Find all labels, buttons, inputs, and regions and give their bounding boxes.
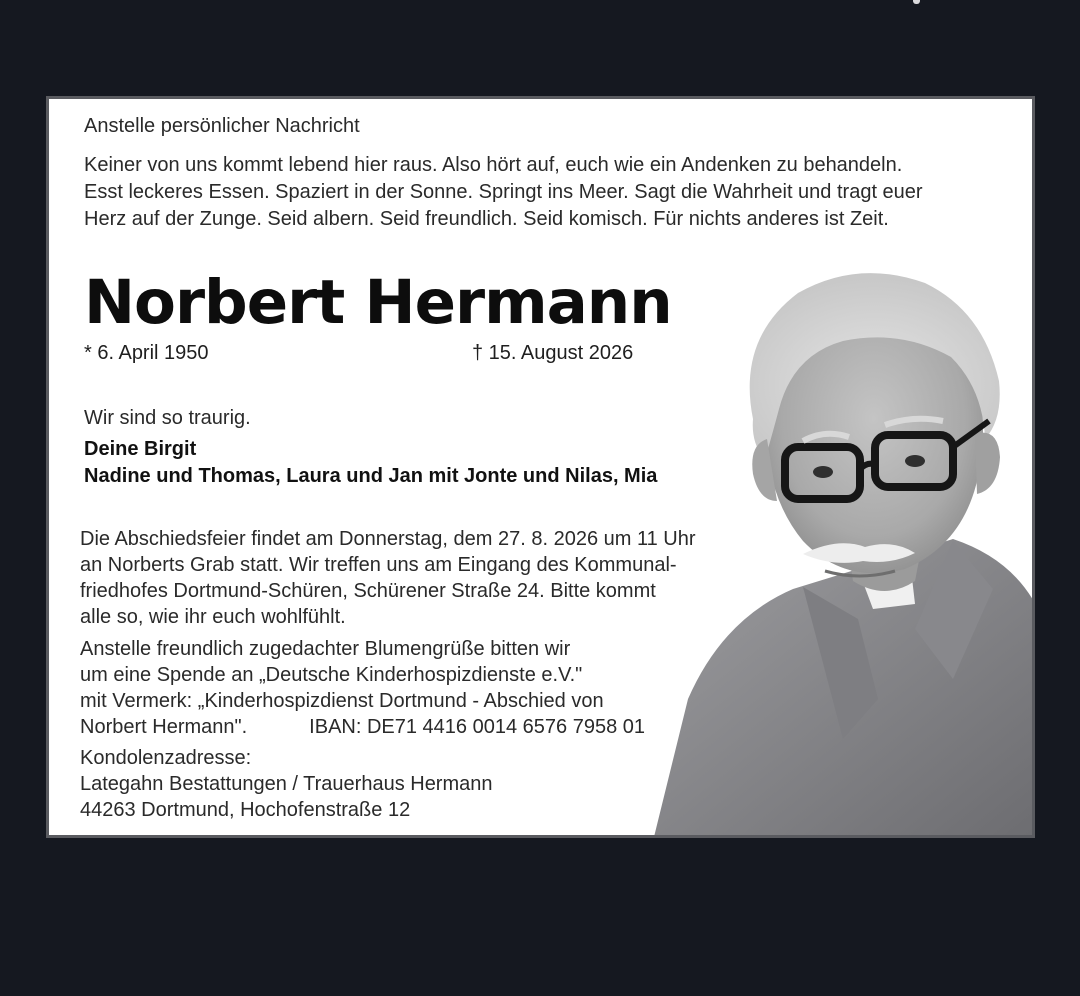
donation-line: um eine Spende an „Deutsche Kinderhospizdienste e.V."	[80, 664, 583, 686]
signature-line: Deine Birgit	[84, 438, 197, 460]
intro-line: Anstelle persönlicher Nachricht	[84, 115, 360, 137]
condolence-line: 44263 Dortmund, Hochofenstraße 12	[80, 799, 411, 821]
sad-line: Wir sind so traurig.	[84, 407, 251, 429]
donation-text	[80, 636, 645, 740]
portrait-photo	[653, 269, 1035, 838]
donation-line: mit Vermerk: „Kinderhospizdienst Dortmund - Abschied von	[80, 690, 604, 712]
obituary-card	[46, 96, 1035, 838]
ceremony-line: Die Abschiedsfeier findet am Donnerstag, dem 27. 8. 2026 um 11 Uhr	[80, 528, 696, 550]
donation-last-line	[80, 714, 645, 740]
donation-line: Anstelle freundlich zugedachter Blumengrüße bitten wir	[80, 638, 571, 660]
ceremony-line: an Norberts Grab statt. Wir treffen uns am Eingang des Kommunal-	[80, 554, 677, 576]
signature-line: Nadine und Thomas, Laura und Jan mit Jonte und Nilas, Mia	[84, 465, 658, 487]
ceremony-text	[80, 526, 696, 630]
quote-line: Keiner von uns kommt lebend hier raus. Also hört auf, euch wie ein Andenken zu behandeln.	[84, 154, 903, 176]
birth-date: * 6. April 1950	[84, 342, 209, 364]
donation-line: Norbert Hermann".	[80, 716, 248, 738]
death-date: † 15. August 2026	[472, 342, 634, 364]
iban-text: IBAN: DE71 4416 0014 6576 7958 01	[309, 716, 645, 738]
quote-line: Esst leckeres Essen. Spaziert in der Sonne. Springt ins Meer. Sagt die Wahrheit und tragt euer	[84, 181, 923, 203]
deceased-name: Norbert Hermann	[84, 267, 672, 338]
ceremony-line: alle so, wie ihr euch wohlfühlt.	[80, 606, 346, 628]
status-indicator	[913, 0, 920, 4]
ceremony-line: friedhofes Dortmund-Schüren, Schürener Straße 24. Bitte kommt	[80, 580, 656, 602]
quote-text	[84, 152, 923, 233]
quote-line: Herz auf der Zunge. Seid albern. Seid freundlich. Seid komisch. Für nichts anderes ist Zeit.	[84, 208, 889, 230]
condolence-address	[80, 745, 493, 823]
condolence-line: Kondolenzadresse:	[80, 747, 252, 769]
condolence-line: Lategahn Bestattungen / Trauerhaus Hermann	[80, 773, 493, 795]
